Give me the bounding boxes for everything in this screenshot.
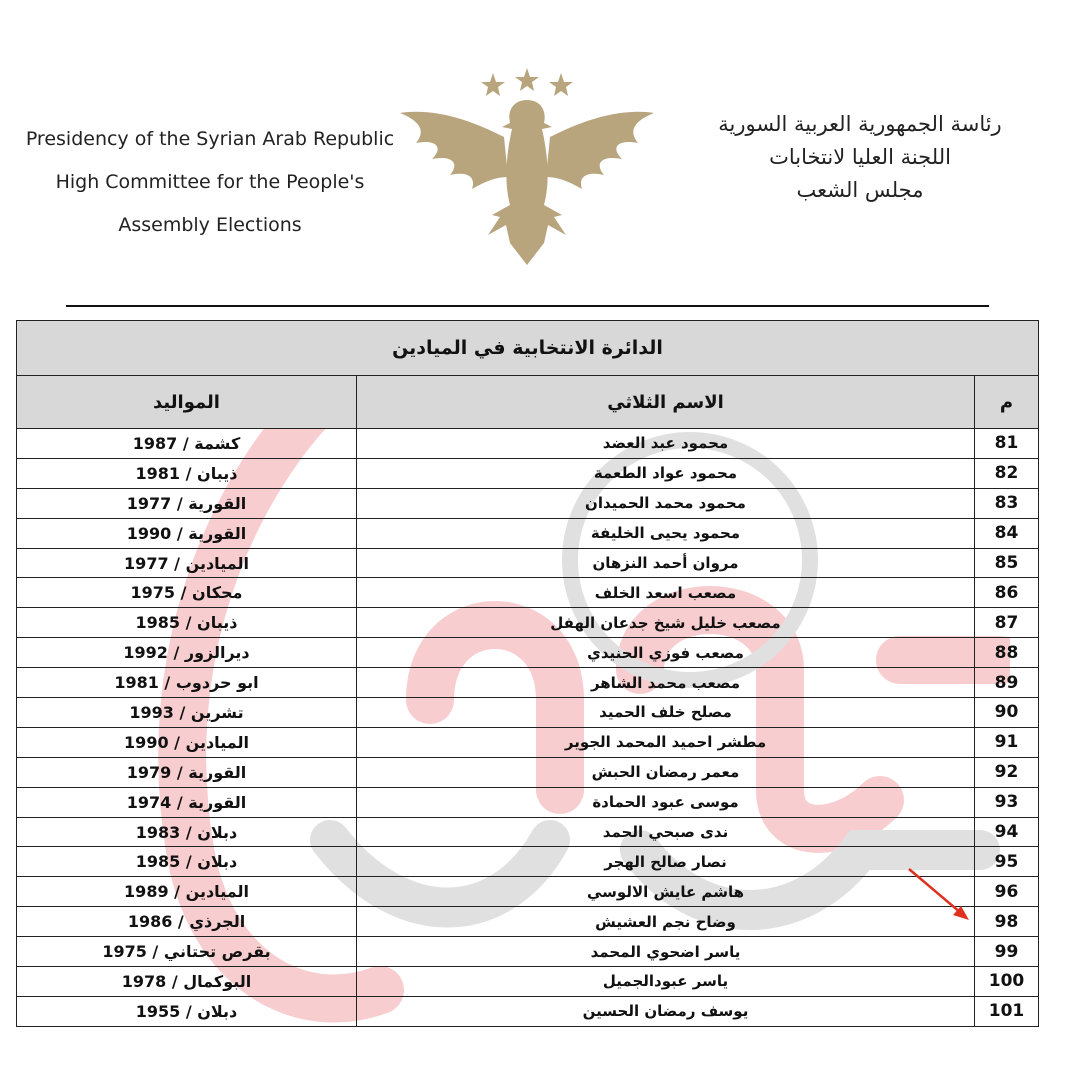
row-number: 89 [975,668,1039,698]
row-number: 86 [975,578,1039,608]
row-name: مصعب خليل شيخ جدعان الهفل [357,608,975,638]
table-row [17,996,1039,1026]
row-name: مطشر احميد المحمد الجوير [357,727,975,757]
table-row [17,727,1039,757]
row-birth: دبلان / 1983 [17,817,357,847]
header-english-line: Assembly Elections [118,214,302,236]
row-birth: ابو حردوب / 1981 [17,668,357,698]
column-header-number: م [975,376,1039,429]
row-name: مصعب فوزي الحنيدي [357,638,975,668]
row-birth: الميادين / 1977 [17,548,357,578]
table-row [17,877,1039,907]
row-number: 98 [975,907,1039,937]
row-number: 94 [975,817,1039,847]
table-title: الدائرة الانتخابية في الميادين [17,321,1039,376]
header-english-line: Presidency of the Syrian Arab Republic [25,128,395,150]
row-name: ندى صبحي الحمد [357,817,975,847]
table-row [17,458,1039,488]
row-name: مروان أحمد النزهان [357,548,975,578]
row-birth: كشمة / 1987 [17,429,357,459]
table-row [17,668,1039,698]
row-number: 91 [975,727,1039,757]
row-birth: ذيبان / 1985 [17,608,357,638]
row-birth: دبلان / 1985 [17,847,357,877]
row-birth: دبلان / 1955 [17,996,357,1026]
row-number: 84 [975,518,1039,548]
row-birth: القورية / 1974 [17,787,357,817]
table-row [17,578,1039,608]
table-row [17,429,1039,459]
row-name: هاشم عايش الالوسي [357,877,975,907]
table-row [17,787,1039,817]
row-number: 81 [975,429,1039,459]
row-name: نصار صالح الهجر [357,847,975,877]
row-number: 85 [975,548,1039,578]
eagle-emblem-icon [392,65,662,270]
table-row [17,847,1039,877]
row-number: 87 [975,608,1039,638]
row-number: 88 [975,638,1039,668]
row-name: يوسف رمضان الحسين [357,996,975,1026]
table-row [17,937,1039,967]
column-header-name: الاسم الثلاثي [357,376,975,429]
header-arabic-line: مجلس الشعب [796,178,924,202]
header-english [10,118,410,247]
row-birth: الجرذي / 1986 [17,907,357,937]
column-header-birth: المواليد [17,376,357,429]
row-birth: ديرالزور / 1992 [17,638,357,668]
table-row [17,817,1039,847]
header-divider [66,305,989,307]
row-number: 95 [975,847,1039,877]
row-birth: محكان / 1975 [17,578,357,608]
table-row [17,608,1039,638]
row-number: 96 [975,877,1039,907]
row-name: معمر رمضان الحبش [357,757,975,787]
row-birth: بقرص تحتاني / 1975 [17,937,357,967]
header-arabic [660,108,1060,207]
table-row [17,638,1039,668]
table-row [17,548,1039,578]
table-row [17,698,1039,728]
table-row [17,518,1039,548]
row-birth: تشرين / 1993 [17,698,357,728]
row-name: ياسر اضحوي المحمد [357,937,975,967]
row-name: مصلح خلف الحميد [357,698,975,728]
row-name: مصعب محمد الشاهر [357,668,975,698]
row-name: ياسر عبودالجميل [357,967,975,997]
row-number: 101 [975,996,1039,1026]
row-name: محمود عبد العضد [357,429,975,459]
row-number: 90 [975,698,1039,728]
row-birth: البوكمال / 1978 [17,967,357,997]
row-number: 83 [975,488,1039,518]
table-row [17,967,1039,997]
row-number: 99 [975,937,1039,967]
red-arrow-icon [905,865,975,925]
row-name: محمود يحيى الخليفة [357,518,975,548]
row-name: موسى عبود الحمادة [357,787,975,817]
row-name: محمود محمد الحميدان [357,488,975,518]
table-row [17,488,1039,518]
header-english-line: High Committee for the People's [55,171,365,193]
row-name: وضاح نجم العشيش [357,907,975,937]
row-number: 100 [975,967,1039,997]
row-birth: القورية / 1990 [17,518,357,548]
row-birth: ذيبان / 1981 [17,458,357,488]
row-name: محمود عواد الطعمة [357,458,975,488]
row-number: 93 [975,787,1039,817]
row-name: مصعب اسعد الخلف [357,578,975,608]
table-row [17,907,1039,937]
row-birth: القورية / 1977 [17,488,357,518]
candidates-table [16,320,1039,1027]
header-arabic-line: رئاسة الجمهورية العربية السورية [718,112,1002,136]
row-birth: الميادين / 1990 [17,727,357,757]
header-arabic-line: اللجنة العليا لانتخابات [769,145,951,169]
table-row [17,757,1039,787]
row-birth: القورية / 1979 [17,757,357,787]
row-birth: الميادين / 1989 [17,877,357,907]
row-number: 92 [975,757,1039,787]
row-number: 82 [975,458,1039,488]
